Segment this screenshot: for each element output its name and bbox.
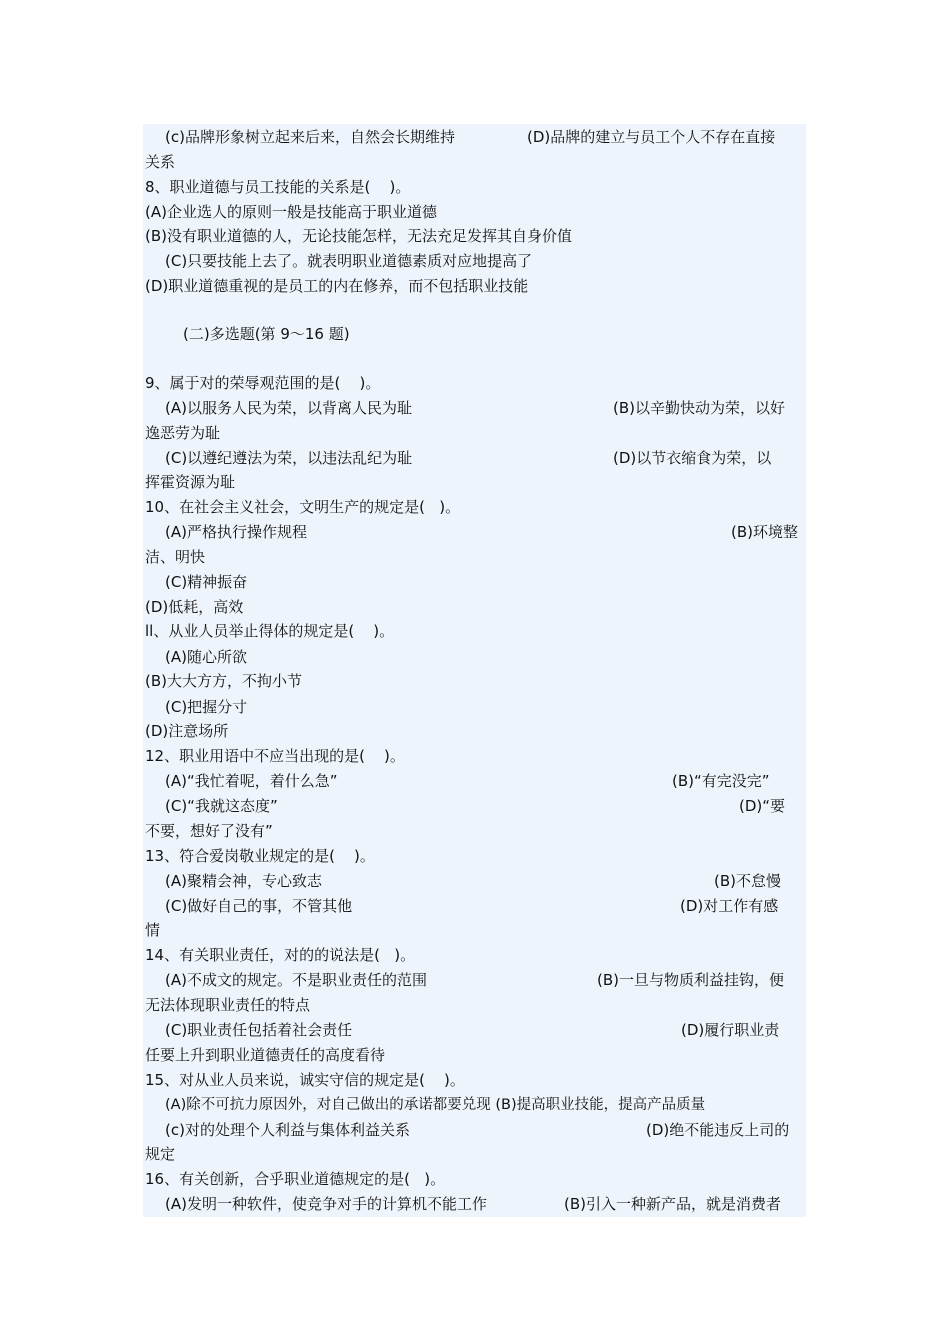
option-line-right: (B)一旦与物质利益挂钩，便 bbox=[597, 971, 784, 989]
question-15: 15、对从业人员来说，诚实守信的规定是( )。 bbox=[145, 1071, 465, 1089]
question-10: 10、在社会主义社会，文明生产的规定是( )。 bbox=[145, 498, 461, 516]
option-line-right: (B)不怠慢 bbox=[714, 872, 781, 890]
option-line: (D)低耗，高效 bbox=[145, 598, 244, 616]
question-16: 16、有关创新，合乎职业道德规定的是( )。 bbox=[145, 1170, 446, 1188]
option-line: (D)职业道德重视的是员工的内在修养，而不包括职业技能 bbox=[145, 277, 529, 295]
option-line-right: (B)引入一种新产品，就是消费者 bbox=[564, 1195, 781, 1213]
option-line-right: (D)对工作有感 bbox=[680, 897, 779, 915]
section-heading: (二)多选题(第 9～16 题) bbox=[183, 325, 350, 343]
option-line: (A)随心所欲 bbox=[165, 648, 247, 666]
question-9: 9、属于对的荣辱观范围的是( )。 bbox=[145, 374, 381, 392]
question-14: 14、有关职业责任，对的的说法是( )。 bbox=[145, 946, 416, 964]
option-line: (C)只要技能上去了。就表明职业道德素质对应地提高了 bbox=[165, 252, 533, 270]
option-line-right: (B)以辛勤快动为荣，以好 bbox=[613, 399, 785, 417]
option-line: (C)职业责任包括着社会责任 bbox=[165, 1021, 353, 1039]
option-line: (D)注意场所 bbox=[145, 722, 229, 740]
option-line: (A)不成文的规定。不是职业责任的范围 bbox=[165, 971, 427, 989]
option-line: (C)把握分寸 bbox=[165, 698, 248, 716]
option-line: (A)企业选人的原则一般是技能高于职业道德 bbox=[145, 203, 437, 221]
question-11: ll、从业人员举止得体的规定是( )。 bbox=[145, 622, 395, 640]
option-line: (C)精神振奋 bbox=[165, 573, 248, 591]
question-12: 12、职业用语中不应当出现的是( )。 bbox=[145, 747, 405, 765]
option-line: (c)对的处理个人利益与集体利益关系 bbox=[165, 1121, 410, 1139]
question-13: 13、符合爱岗敬业规定的是( )。 bbox=[145, 847, 375, 865]
option-line-right: (D)绝不能违反上司的 bbox=[646, 1121, 790, 1139]
text-line: 洁、明快 bbox=[145, 548, 206, 566]
option-line: (C)做好自己的事，不管其他 bbox=[165, 897, 353, 915]
option-line-right: (D)“要 bbox=[739, 797, 786, 815]
text-line: 挥霍资源为耻 bbox=[145, 473, 236, 491]
text-line: 任要上升到职业道德责任的高度看待 bbox=[145, 1046, 386, 1064]
option-line: (A)除不可抗力原因外，对自己做出的承诺都要兑现 (B)提高职业技能，提高产品质量 bbox=[165, 1097, 706, 1113]
option-line: (A)“我忙着呢，着什么急” bbox=[165, 772, 338, 790]
option-line-right: (D)品牌的建立与员工个人不存在直接 bbox=[527, 128, 776, 146]
text-line: 规定 bbox=[145, 1145, 176, 1163]
text-line: 不要，想好了没有” bbox=[145, 822, 273, 840]
option-line-right: (B)环境整 bbox=[731, 523, 798, 541]
option-line-right: (B)“有完没完” bbox=[672, 772, 770, 790]
option-line: (B)大大方方，不拘小节 bbox=[145, 672, 302, 690]
text-line: 无法体现职业责任的特点 bbox=[145, 996, 311, 1014]
text-line: 关系 bbox=[145, 153, 176, 171]
option-line: (C)“我就这态度” bbox=[165, 797, 278, 815]
option-line-right: (D)以节衣缩食为荣，以 bbox=[613, 449, 772, 467]
option-line: (A)严格执行操作规程 bbox=[165, 523, 307, 541]
option-line: (C)以遵纪遵法为荣，以违法乱纪为耻 bbox=[165, 449, 413, 467]
text-line: 情 bbox=[145, 921, 161, 939]
option-line-right: (D)履行职业责 bbox=[681, 1021, 780, 1039]
option-line: (A)以服务人民为荣，以背离人民为耻 bbox=[165, 399, 412, 417]
option-line: (c)品牌形象树立起来后来，自然会长期维持 bbox=[165, 128, 455, 146]
text-line: 逸恶劳为耻 bbox=[145, 424, 221, 442]
option-line: (A)发明一种软件，使竞争对手的计算机不能工作 bbox=[165, 1195, 487, 1213]
option-line: (B)没有职业道德的人，无论技能怎样，无法充足发挥其自身价值 bbox=[145, 227, 572, 245]
option-line: (A)聚精会神，专心致志 bbox=[165, 872, 322, 890]
question-8: 8、职业道德与员工技能的关系是( )。 bbox=[145, 178, 411, 196]
